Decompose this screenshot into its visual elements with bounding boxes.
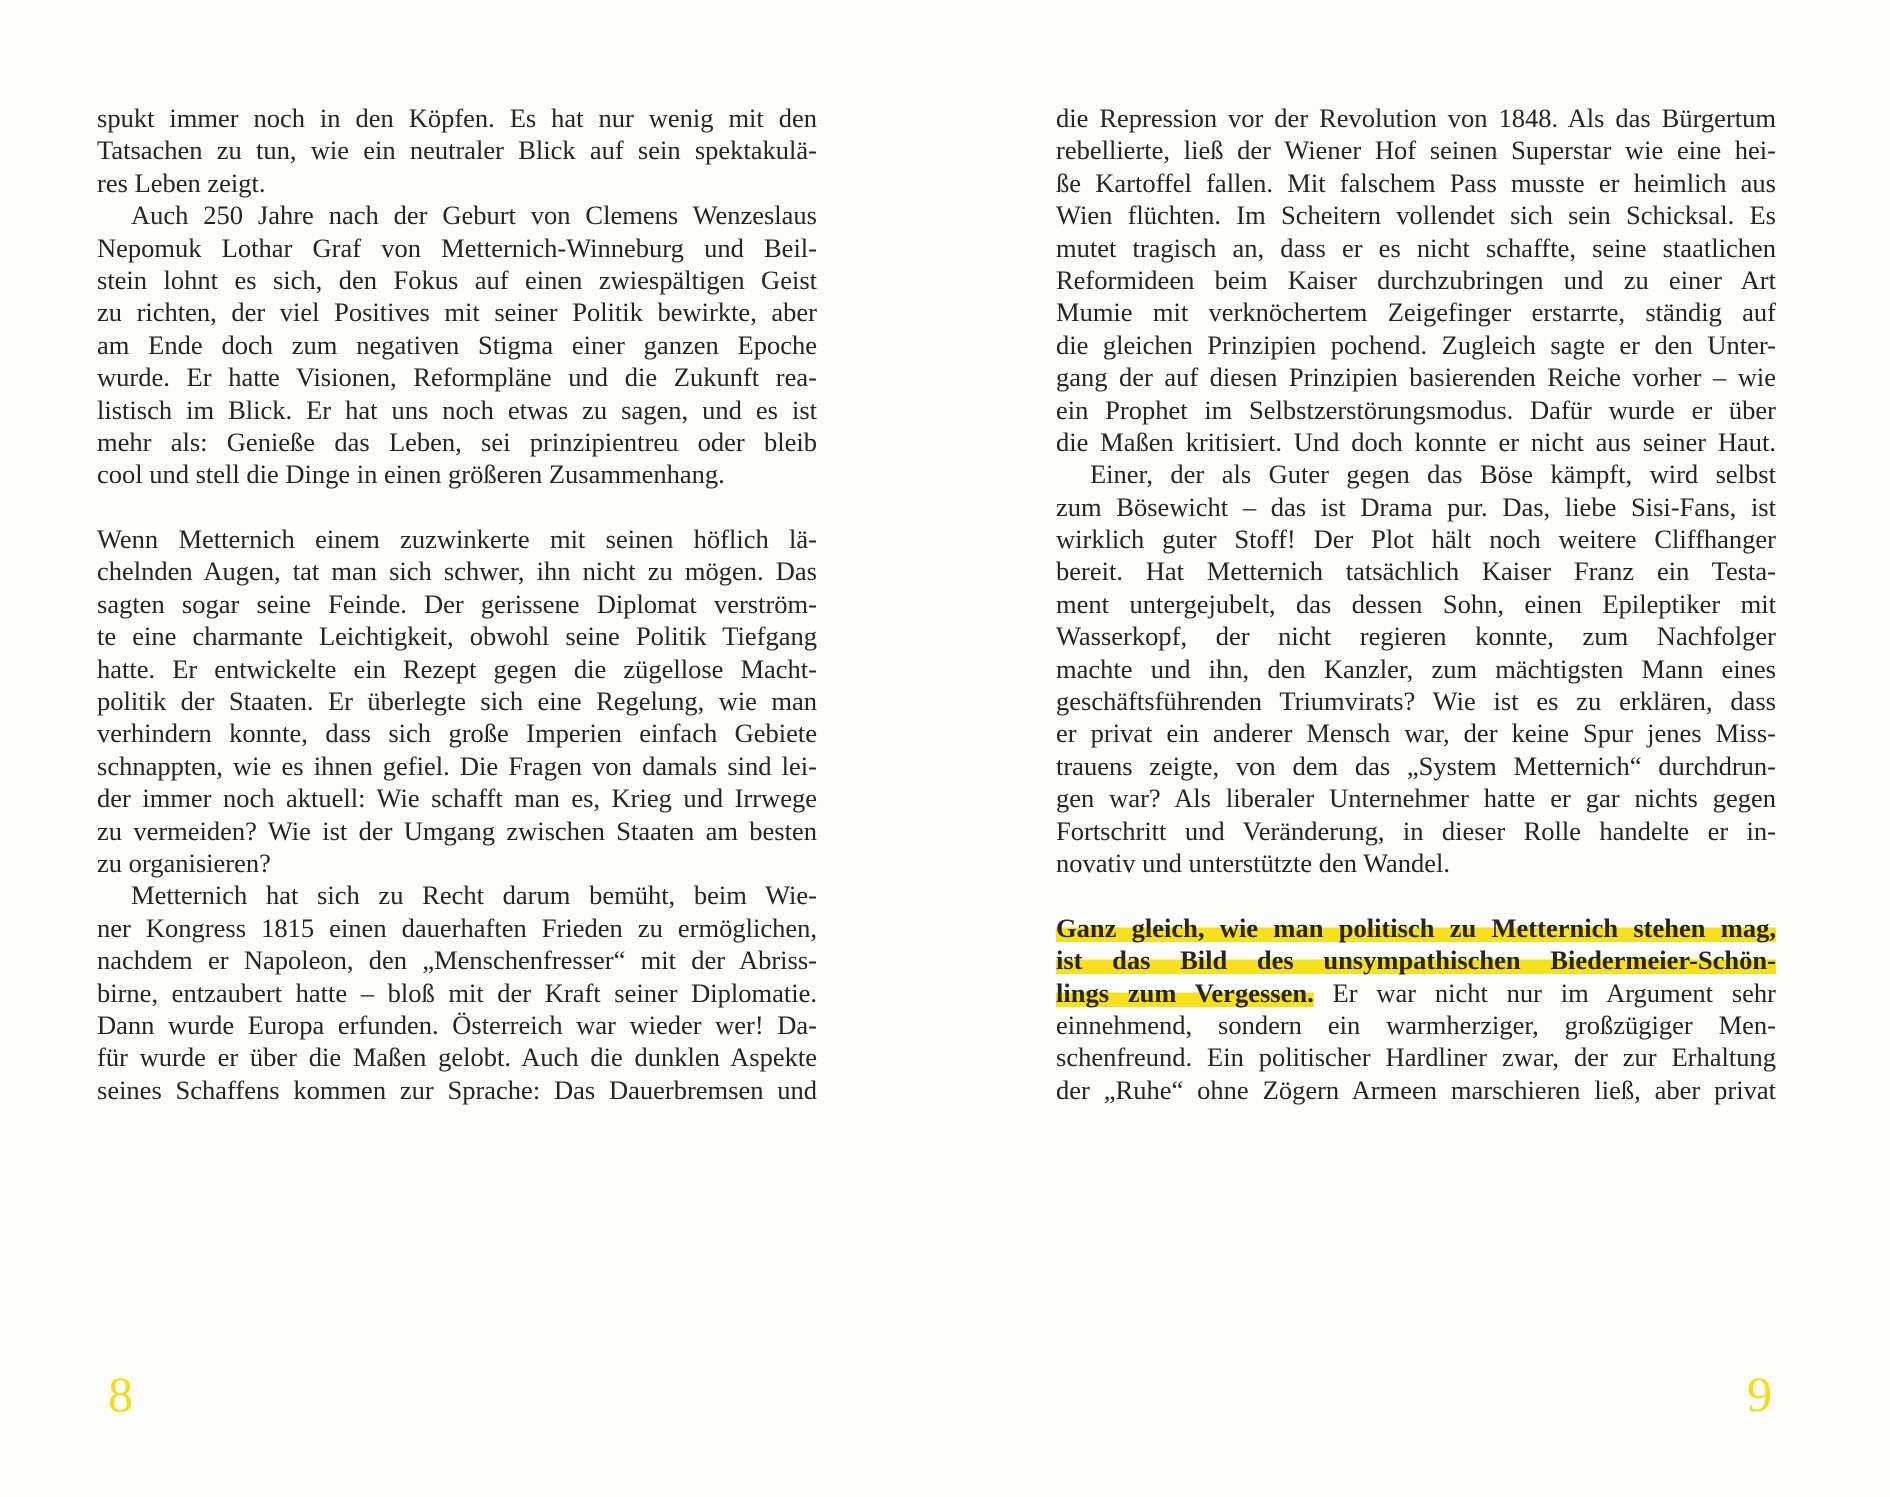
text-segment: Fortschritt und Veränderung, in dieser Rolle handelte er in-	[1056, 815, 1776, 846]
text-segment: am Ende doch zum negativen Stigma einer ganzen Epoche	[97, 329, 817, 360]
text-line	[1056, 102, 1776, 134]
page-number-left: 8	[108, 1366, 133, 1422]
text-segment: Nepomuk Lothar Graf von Metternich-Winneburg und Beil-	[97, 232, 817, 263]
text-line	[1056, 717, 1776, 749]
text-segment: Auch 250 Jahre nach der Geburt von Clemens Wenzeslaus	[131, 200, 817, 231]
text-line	[97, 620, 817, 652]
text-segment: die gleichen Prinzipien pochend. Zugleich sagte er den Unter-	[1056, 329, 1776, 360]
text-segment: mutet tragisch an, dass er es nicht schaffte, seine staatlichen	[1056, 232, 1776, 263]
text-segment: wirklich guter Stoff! Der Plot hält noch weitere Cliffhanger	[1056, 524, 1776, 555]
text-line	[1056, 329, 1776, 361]
text-segment: spukt immer noch in den Köpfen. Es hat nur wenig mit den	[97, 103, 817, 133]
text-segment: schenfreund. Ein politischer Hardliner zwar, der zur Erhaltung	[1056, 1042, 1776, 1073]
text-segment: Wien flüchten. Im Scheitern vollendet sich sein Schicksal. Es	[1056, 200, 1776, 231]
text-line	[97, 199, 817, 231]
paragraph-gap	[97, 491, 817, 523]
text-segment: der „Ruhe“ ohne Zögern Armeen marschieren ließ, aber privat	[1056, 1074, 1776, 1105]
text-line	[1056, 361, 1776, 393]
text-segment: te eine charmante Leichtigkeit, obwohl seine Politik Tiefgang	[97, 621, 817, 652]
text-segment: hatte. Er entwickelte ein Rezept gegen die zügellose Macht-	[97, 653, 817, 684]
text-segment: die Maßen kritisiert. Und doch konnte er nicht aus seiner Haut.	[1056, 426, 1776, 457]
text-segment: für wurde er über die Maßen gelobt. Auch die dunklen Aspekte	[97, 1042, 817, 1073]
text-segment: Dann wurde Europa erfunden. Österreich war wieder wer! Da-	[97, 1009, 817, 1040]
text-segment: ße Kartoffel fallen. Mit falschem Pass musste er heimlich aus	[1056, 167, 1776, 198]
paragraph-gap	[1056, 879, 1776, 911]
text-segment: Mumie mit verknöchertem Zeigefinger erstarrte, ständig auf	[1056, 297, 1776, 328]
text-segment: chelnden Augen, tat man sich schwer, ihn nicht zu mögen. Das	[97, 556, 817, 587]
text-line	[97, 685, 817, 717]
text-line	[1056, 750, 1776, 782]
text-segment: gen war? Als liberaler Unternehmer hatte er gar nichts gegen	[1056, 783, 1776, 814]
text-segment: sagten sogar seine Feinde. Der gerissene Diplomat verström-	[97, 588, 817, 619]
text-line	[97, 264, 817, 296]
text-segment: nachdem er Napoleon, den „Menschenfresser“ mit der Abriss-	[97, 945, 817, 976]
text-line	[97, 361, 817, 393]
text-segment: ment untergejubelt, das dessen Sohn, einen Epileptiker mit	[1056, 588, 1776, 619]
text-segment: einnehmend, sondern ein warmherziger, großzügiger Men-	[1056, 1009, 1776, 1040]
text-segment: novativ und unterstützte den Wandel.	[1056, 847, 1451, 878]
text-segment: die Repression vor der Revolution von 1848. Als das Bürgertum	[1056, 103, 1776, 133]
text-segment: seines Schaffens kommen zur Sprache: Das Dauerbremsen und	[97, 1074, 817, 1105]
text-segment: politik der Staaten. Er überlegte sich eine Regelung, wie man	[97, 686, 817, 717]
text-line	[97, 750, 817, 782]
text-line	[97, 426, 817, 458]
text-segment: zum Bösewicht – das ist Drama pur. Das, liebe Sisi-Fans, ist	[1056, 491, 1776, 522]
left-page-text	[97, 102, 817, 1106]
text-line	[1056, 815, 1776, 847]
text-segment: res Leben zeigt.	[97, 167, 266, 198]
text-line	[97, 653, 817, 685]
text-segment: der immer noch aktuell: Wie schafft man es, Krieg und Irrwege	[97, 783, 817, 814]
page-number-right: 9	[1747, 1366, 1772, 1422]
text-line	[97, 588, 817, 620]
text-line	[1056, 620, 1776, 652]
text-line	[97, 1041, 817, 1073]
text-line	[1056, 458, 1776, 490]
text-segment: Einer, der als Guter gegen das Böse kämpft, wird selbst	[1090, 459, 1776, 490]
text-line	[1056, 685, 1776, 717]
text-line	[97, 523, 817, 555]
text-line	[1056, 296, 1776, 328]
text-segment: Wenn Metternich einem zuzwinkerte mit seinen höflich lä-	[97, 524, 817, 555]
text-segment: ein Prophet im Selbstzerstörungsmodus. Dafür wurde er über	[1056, 394, 1776, 425]
text-line	[97, 912, 817, 944]
text-segment: schnappten, wie es ihnen gefiel. Die Fragen von damals sind lei-	[97, 750, 817, 781]
text-line	[1056, 523, 1776, 555]
text-line	[97, 944, 817, 976]
text-line	[97, 134, 817, 166]
text-segment: er privat ein anderer Mensch war, der keine Spur jenes Miss-	[1056, 718, 1776, 749]
highlighted-text: Ganz gleich, wie man politisch zu Metternich stehen mag,	[1056, 912, 1776, 943]
text-segment: geschäftsführenden Triumvirats? Wie ist es zu erklären, dass	[1056, 686, 1776, 717]
text-line	[1056, 1041, 1776, 1073]
text-segment: mehr als: Genieße das Leben, sei prinzipientreu oder bleib	[97, 426, 817, 457]
text-segment: cool und stell die Dinge in einen größeren Zusammenhang.	[97, 459, 725, 490]
text-line	[97, 555, 817, 587]
text-line	[1056, 134, 1776, 166]
text-line	[1056, 491, 1776, 523]
text-line	[1056, 847, 1776, 879]
text-line	[97, 1074, 817, 1106]
text-line	[1056, 394, 1776, 426]
text-segment: zu vermeiden? Wie ist der Umgang zwischen Staaten am besten	[97, 815, 817, 846]
text-line	[1056, 977, 1776, 1009]
text-segment: ner Kongress 1815 einen dauerhaften Frieden zu ermöglichen,	[97, 912, 817, 943]
text-line	[1056, 1009, 1776, 1041]
text-line	[97, 232, 817, 264]
highlighted-text: ist das Bild des unsympathischen Biedermeier-Schön-	[1056, 945, 1776, 976]
text-line	[97, 167, 817, 199]
text-line	[97, 394, 817, 426]
text-segment: zu richten, der viel Positives mit seiner Politik bewirkte, aber	[97, 297, 817, 328]
text-segment: Reformideen beim Kaiser durchzubringen und zu einer Art	[1056, 264, 1776, 295]
text-line	[97, 847, 817, 879]
text-line	[1056, 555, 1776, 587]
text-line	[1056, 426, 1776, 458]
text-line	[97, 977, 817, 1009]
highlighted-text: lings zum Vergessen.	[1056, 977, 1314, 1008]
text-line	[97, 1009, 817, 1041]
text-segment: stein lohnt es sich, den Fokus auf einen zwiespältigen Geist	[97, 264, 817, 295]
text-segment: listisch im Blick. Er hat uns noch etwas zu sagen, und es ist	[97, 394, 817, 425]
text-segment: birne, entzaubert hatte – bloß mit der Kraft seiner Diplomatie.	[97, 977, 817, 1008]
text-segment: machte und ihn, den Kanzler, zum mächtigsten Mann eines	[1056, 653, 1776, 684]
right-page-text	[1056, 102, 1776, 1106]
text-line	[97, 458, 817, 490]
text-line	[1056, 944, 1776, 976]
text-line	[1056, 653, 1776, 685]
text-segment: rebellierte, ließ der Wiener Hof seinen Superstar wie eine hei-	[1056, 135, 1776, 166]
text-line	[97, 329, 817, 361]
text-segment: gang der auf diesen Prinzipien basierenden Reiche vorher – wie	[1056, 362, 1776, 393]
text-segment: Tatsachen zu tun, wie ein neutraler Blick auf sein spektakulä-	[97, 135, 817, 166]
text-segment: verhindern konnte, dass sich große Imperien einfach Gebiete	[97, 718, 817, 749]
text-line	[97, 296, 817, 328]
text-line	[1056, 167, 1776, 199]
text-line	[97, 782, 817, 814]
text-line	[97, 717, 817, 749]
text-segment: wurde. Er hatte Visionen, Reformpläne und die Zukunft rea-	[97, 362, 817, 393]
text-line	[97, 815, 817, 847]
text-segment: Wasserkopf, der nicht regieren konnte, zum Nachfolger	[1056, 621, 1776, 652]
text-line	[97, 879, 817, 911]
text-segment: trauens zeigte, von dem das „System Metternich“ durchdrun-	[1056, 750, 1776, 781]
text-line	[97, 102, 817, 134]
text-line	[1056, 232, 1776, 264]
text-line	[1056, 782, 1776, 814]
text-segment: zu organisieren?	[97, 847, 271, 878]
text-line	[1056, 264, 1776, 296]
text-line	[1056, 199, 1776, 231]
text-segment: Metternich hat sich zu Recht darum bemüht, beim Wie-	[131, 880, 817, 911]
text-segment: Er war nicht nur im Argument sehr	[1313, 977, 1776, 1008]
text-line	[1056, 912, 1776, 944]
text-line	[1056, 588, 1776, 620]
text-line	[1056, 1074, 1776, 1106]
text-segment: bereit. Hat Metternich tatsächlich Kaiser Franz ein Testa-	[1056, 556, 1776, 587]
